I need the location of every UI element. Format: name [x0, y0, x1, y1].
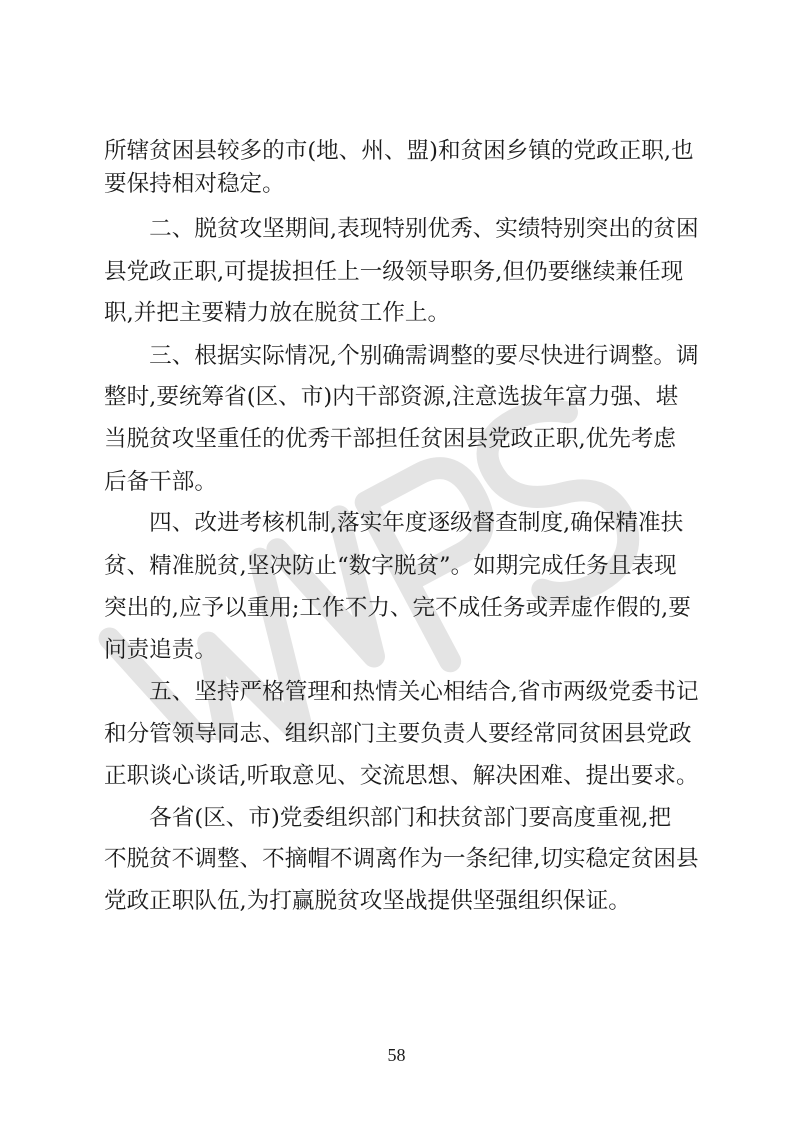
text-line-8: 当脱贫攻坚重任的优秀干部担任贫困县党政正职,优先考虑 — [104, 426, 677, 452]
text-line-10: 四、改进考核机制,落实年度逐级督查制度,确保精准扶 — [104, 510, 684, 536]
text-line-9: 后备干部。 — [104, 469, 217, 495]
text-line-14: 五、坚持严格管理和热情关心相结合,省市两级党委书记 — [104, 679, 699, 705]
text-line-1: 所辖贫困县较多的市(地、州、盟)和贫困乡镇的党政正职,也 — [104, 138, 694, 164]
text-line-11: 贫、精准脱贫,坚决防止“数字脱贫”。如期完成任务且表现 — [104, 553, 677, 579]
text-line-16: 正职谈心谈话,听取意见、交流思想、解决困难、提出要求。 — [104, 763, 699, 789]
text-line-5: 职,并把主要精力放在脱贫工作上。 — [104, 300, 451, 326]
text-line-6: 三、根据实际情况,个别确需调整的要尽快进行调整。调 — [104, 343, 699, 369]
text-line-17: 各省(区、市)党委组织部门和扶贫部门要高度重视,把 — [104, 805, 672, 831]
text-line-7: 整时,要统筹省(区、市)内干部资源,注意选拔年富力强、堪 — [104, 384, 679, 410]
text-line-2: 要保持相对稳定。 — [104, 171, 285, 197]
text-line-15: 和分管领导同志、组织部门主要负责人要经常同贫困县党政 — [104, 721, 692, 747]
page-number: 58 — [387, 1045, 406, 1065]
text-line-12: 突出的,应予以重用;工作不力、完不成任务或弄虚作假的,要 — [104, 595, 691, 621]
text-line-3: 二、脱贫攻坚期间,表现特别优秀、实绩特别突出的贫困 — [104, 216, 699, 242]
text-line-18: 不脱贫不调整、不摘帽不调离作为一条纪律,切实稳定贫困县 — [104, 846, 699, 872]
text-line-4: 县党政正职,可提拔担任上一级领导职务,但仍要继续兼任现 — [104, 259, 684, 285]
text-line-19: 党政正职队伍,为打赢脱贫攻坚战提供坚强组织保证。 — [104, 888, 631, 914]
text-line-13: 问责追责。 — [104, 637, 217, 663]
